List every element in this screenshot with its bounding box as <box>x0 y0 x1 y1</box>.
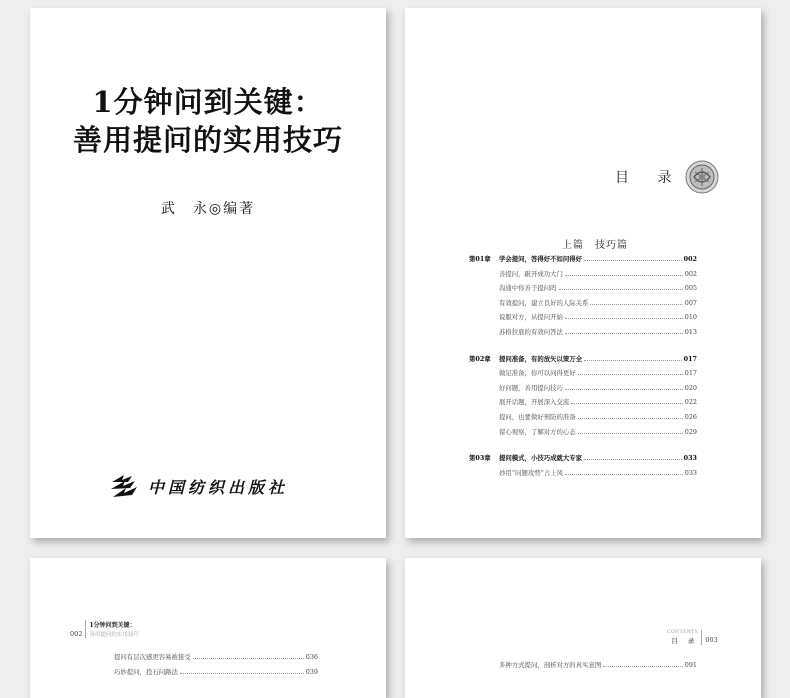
entry-title: 苏格拉底的有效问答法 <box>499 327 563 336</box>
part-title: 上篇 技巧篇 <box>562 240 628 251</box>
contents-label: CONTENTS <box>667 630 699 635</box>
leader-dots <box>571 399 683 404</box>
leader-dots <box>565 271 683 276</box>
page-number: 017 <box>683 354 697 363</box>
publisher-logo-icon <box>110 472 140 500</box>
page-number: 036 <box>305 653 318 661</box>
toc-entry-row[interactable] <box>469 412 697 427</box>
entry-title: 好问题，善用提问技巧 <box>499 383 563 392</box>
leader-dots <box>584 256 682 261</box>
toc-chapter-row[interactable] <box>469 354 697 369</box>
page-number: 010 <box>684 313 697 322</box>
page-number: 002 <box>683 255 697 263</box>
page-number: 017 <box>684 369 697 378</box>
page-number: 007 <box>684 298 697 307</box>
running-head-box <box>667 630 702 645</box>
toc-page <box>405 8 761 538</box>
toc-heading-text: 目 录 <box>615 170 684 186</box>
leader-dots <box>565 314 683 319</box>
chapter-gap <box>469 441 697 453</box>
toc-list <box>469 254 697 482</box>
entry-title: 展开话题，开展深入交流 <box>499 398 570 407</box>
page-number: 022 <box>684 398 697 407</box>
toc-list <box>114 652 318 681</box>
toc-heading <box>615 160 719 194</box>
page-number: 013 <box>684 327 697 336</box>
leader-dots <box>590 300 682 305</box>
toc-entry-row[interactable] <box>469 312 697 327</box>
page-number: 026 <box>684 412 697 421</box>
page-number: 029 <box>684 427 697 436</box>
leader-dots <box>578 414 683 419</box>
toc-chapter-row[interactable] <box>469 254 697 269</box>
leader-dots <box>584 356 682 361</box>
leader-dots <box>584 455 682 460</box>
leader-dots <box>578 429 683 434</box>
emblem-icon <box>685 160 719 194</box>
toc-heading-small: 目 录 <box>671 637 699 645</box>
entry-title: 巧妙提问，投石问路法 <box>114 667 178 676</box>
leader-dots <box>180 669 304 674</box>
page-003 <box>405 558 761 698</box>
entry-title: 提问，也要做好预防的准备 <box>499 412 576 421</box>
leader-dots <box>578 370 683 375</box>
cover-author: 武 永◎编著 <box>160 201 256 217</box>
entry-title: 善提问，敲开成功大门 <box>499 269 563 278</box>
toc-entry-row[interactable] <box>469 468 697 483</box>
cover-page <box>30 8 386 538</box>
entry-title: 妙用“问题攻势”占上风 <box>499 468 564 477</box>
entry-title: 有效提问，建立良好的人际关系 <box>499 298 589 307</box>
entry-title: 说服对方，从提问开始 <box>499 313 563 322</box>
toc-chapter-row[interactable] <box>469 453 697 468</box>
leader-dots <box>565 329 683 334</box>
leader-dots <box>603 662 683 667</box>
running-head <box>70 620 139 638</box>
running-title-1: 1分钟问到关键： <box>89 622 136 629</box>
toc-entry-row[interactable] <box>469 368 697 383</box>
entry-title: 沟通中你善于提问吗 <box>499 284 557 293</box>
toc-entry-row[interactable] <box>469 397 697 412</box>
leader-dots <box>559 285 683 290</box>
leader-dots <box>565 385 683 390</box>
toc-entry-row[interactable] <box>469 383 697 398</box>
leader-dots <box>565 470 683 475</box>
page-number: 033 <box>684 468 697 477</box>
entry-title: 提问有层次感更容易被接受 <box>114 653 191 661</box>
publisher-name: 中国纺织出版社 <box>148 477 289 497</box>
chapter-title: 提问准备，有的放矢以策万全 <box>499 354 583 363</box>
chapter-number: 第03章 <box>469 454 491 463</box>
entry-title: 留心观察，了解对方的心态 <box>499 427 576 436</box>
publisher-block <box>110 470 330 502</box>
leader-dots <box>193 654 304 659</box>
toc-list <box>499 660 697 675</box>
cover-title-line-2: 善用提问的实用技巧 <box>72 123 343 157</box>
page-number: 091 <box>684 661 697 669</box>
page-number: 002 <box>684 269 697 278</box>
chapter-gap <box>469 342 697 354</box>
toc-entry-row[interactable] <box>469 427 697 442</box>
toc-entry-row[interactable] <box>469 269 697 284</box>
page-number: 020 <box>684 383 697 392</box>
entry-title: 多种方式提问，剖析对方的真实意图 <box>499 661 602 669</box>
page-number: 003 <box>705 636 718 644</box>
chapter-title: 提问模式，小技巧成就大专家 <box>499 454 583 463</box>
toc-entry-row[interactable] <box>469 283 697 298</box>
toc-entry-row[interactable] <box>114 667 318 682</box>
page-number: 033 <box>683 454 697 463</box>
page-number: 002 <box>70 630 83 638</box>
chapter-number: 第01章 <box>469 255 491 263</box>
running-title-2: 善用提问的实用技巧 <box>89 632 139 638</box>
chapter-title: 学会提问，答得好不如问得好 <box>499 255 583 263</box>
toc-entry-row[interactable] <box>469 327 697 342</box>
page-number: 039 <box>305 667 318 676</box>
entry-title: 做足准备，你可以问得更好 <box>499 369 576 378</box>
cover-title-line-1: 1分钟问到关键： <box>92 85 324 119</box>
running-titles <box>85 620 139 638</box>
toc-entry-row[interactable] <box>499 660 697 675</box>
toc-entry-row[interactable] <box>114 652 318 667</box>
chapter-number: 第02章 <box>469 354 491 363</box>
running-head <box>667 630 718 645</box>
page-002 <box>30 558 386 698</box>
toc-entry-row[interactable] <box>469 298 697 313</box>
page-number: 005 <box>684 284 697 293</box>
